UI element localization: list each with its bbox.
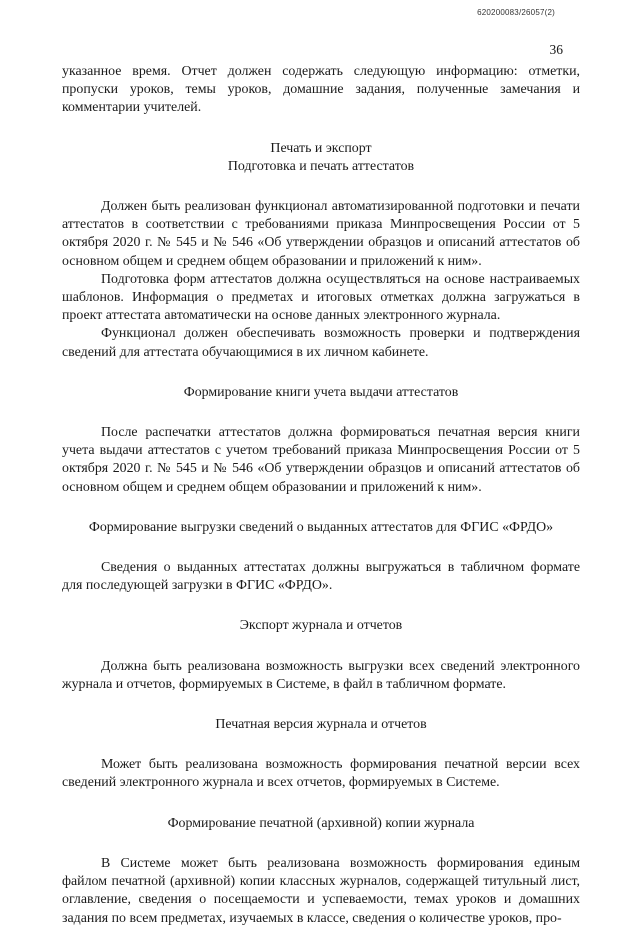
- paragraph-certificates-2: Подготовка форм аттестатов должна осуществляться на основе настраиваемых шаблонов. Информация о предметах и итоговых отметках должна загружаться в проект аттестата автоматически на основе данных электронного журнала.: [62, 271, 580, 324]
- document-body: [62, 63, 580, 928]
- section-title-fgis-upload: Формирование выгрузки сведений о выданных аттестатов для ФГИС «ФРДО»: [88, 519, 554, 535]
- intro-paragraph: указанное время. Отчет должен содержать следующую информацию: отметки, пропуски уроков, темы уроков, домашние задания, полученные замечания и комментарии учителей.: [62, 64, 580, 116]
- paragraph-book-formation: После распечатки аттестатов должна формироваться печатная версия книги учета выдачи аттестатов с учетом требований приказа Минпросвещения России от 5 октября 2020 г. № 545 и № 546 «Об утверждении образцов и описаний аттестатов об основном общем и среднем общем образовании и приложений к ним».: [62, 425, 580, 495]
- document-id: 620200083/26057(2): [477, 8, 555, 17]
- section-title-archive-copy: Формирование печатной (архивной) копии журнала: [167, 815, 475, 831]
- paragraph-journal-export: Должна быть реализована возможность выгрузки всех сведений электронного журнала и отчетов, формируемых в Системе, в файл в табличном формате.: [62, 658, 580, 692]
- section-title-print-export: Печать и экспорт: [270, 140, 372, 156]
- paragraph-archive-copy: В Системе может быть реализована возможность формирования единым файлом печатной (архивной) копии классных журналов, содержащей титульный лист, оглавление, сведения о посещаемости и успеваемости, темах уроков и домашних задания по всем предметах, изучаемых в классе, сведения о количестве уроков, про-: [62, 855, 580, 926]
- paragraph-certificates-3: Функционал должен обеспечивать возможность проверки и подтверждения сведений для аттестата обучающимися в их личном кабинете.: [62, 326, 580, 360]
- page-number: 36: [549, 42, 563, 57]
- section-title-book-formation: Формирование книги учета выдачи аттестатов: [183, 384, 459, 400]
- paragraph-certificates-1: Должен быть реализован функционал автоматизированной подготовки и печати аттестатов в соответствии с требованиями приказа Минпросвещения России от 5 октября 2020 г. № 545 и № 546 «Об утверждении образцов и описаний аттестатов об основном общем и среднем общем образовании и приложений к ним».: [62, 199, 580, 269]
- section-title-print-version: Печатная версия журнала и отчетов: [215, 717, 427, 733]
- paragraph-print-version: Может быть реализована возможность формирования печатной версии всех сведений электронного журнала и всех отчетов, формируемых в Системе.: [62, 757, 580, 791]
- section-subtitle-certificates: Подготовка и печать аттестатов: [227, 158, 415, 174]
- paragraph-fgis-upload: Сведения о выданных аттестатах должны выгружаться в табличном формате для последующей загрузки в ФГИС «ФРДО».: [62, 560, 580, 594]
- section-title-journal-export: Экспорт журнала и отчетов: [239, 618, 403, 634]
